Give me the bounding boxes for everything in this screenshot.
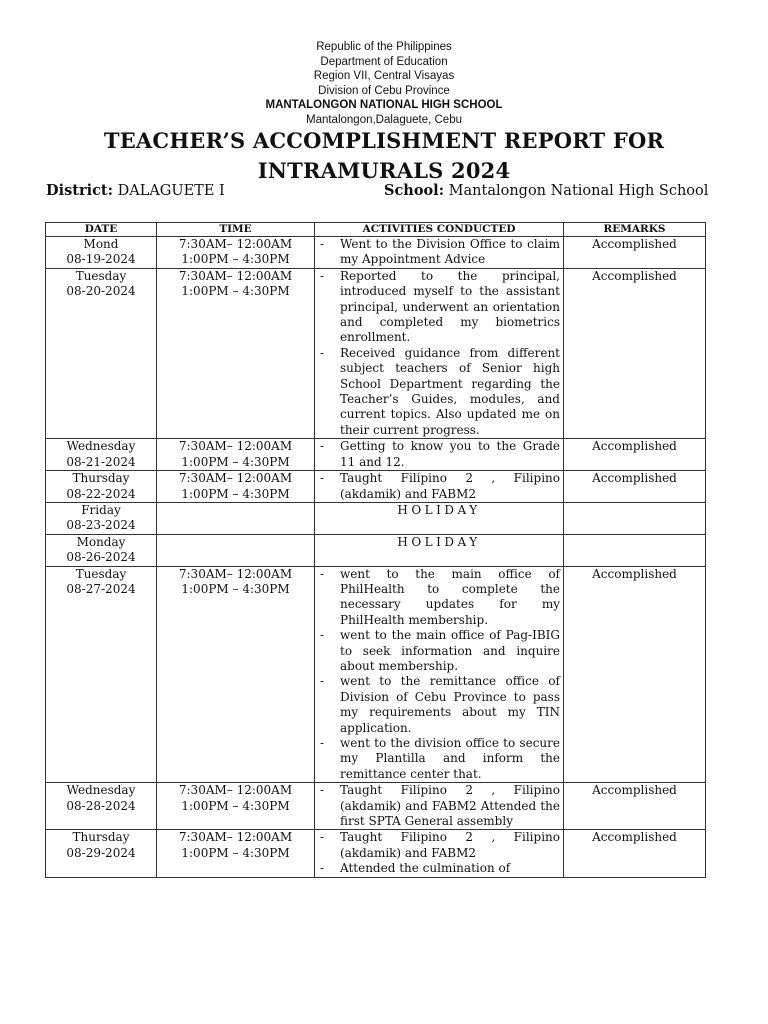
time-afternoon: 1:00PM – 4:30PM bbox=[181, 486, 290, 501]
school-value: Mantalongon National High School bbox=[448, 183, 709, 199]
letterhead-republic: Republic of the Philippines bbox=[316, 41, 452, 53]
time-afternoon: 1:00PM – 4:30PM bbox=[181, 798, 290, 813]
day-name: Friday bbox=[81, 502, 121, 517]
letterhead-school-name: MANTALONGON NATIONAL HIGH SCHOOL bbox=[265, 99, 503, 112]
activity-item: - Went to the Division Office to claim my Appointment Advice bbox=[318, 237, 560, 268]
column-header-remarks: REMARKS bbox=[564, 223, 706, 237]
date-cell bbox=[46, 439, 157, 471]
activity-list bbox=[318, 269, 560, 438]
letterhead bbox=[0, 40, 768, 128]
remarks-cell bbox=[564, 502, 706, 534]
time-afternoon: 1:00PM – 4:30PM bbox=[181, 284, 290, 299]
activity-item: - Received guidance from different subject teachers of Senior high School Department regarding the Teacher’s Guides, modules, and current topics. Also updated me on their current progress. bbox=[318, 346, 560, 438]
column-header-date: DATE bbox=[46, 223, 157, 237]
remarks-cell: Accomplished bbox=[564, 237, 706, 269]
day-name: Mond bbox=[83, 237, 119, 251]
time-morning: 7:30AM– 12:00AM bbox=[178, 439, 293, 454]
date-value: 08-20-2024 bbox=[66, 284, 136, 299]
date-cell bbox=[46, 471, 157, 503]
school-field bbox=[384, 182, 708, 199]
district-value: DALAGUETE I bbox=[117, 183, 225, 199]
column-header-activities: ACTIVITIES CONDUCTED bbox=[315, 223, 564, 237]
report-title-line2: INTRAMURALS 2024 bbox=[257, 158, 511, 183]
date-cell bbox=[46, 566, 157, 783]
remarks-cell: Accomplished bbox=[564, 830, 706, 877]
activity-item: - Getting to know you to the Grade 11 and 12. bbox=[318, 439, 560, 470]
table-row bbox=[46, 439, 706, 471]
remarks-cell: Accomplished bbox=[564, 268, 706, 438]
accomplishment-table bbox=[45, 222, 706, 878]
activity-list bbox=[318, 439, 560, 470]
activity-list bbox=[318, 830, 560, 876]
report-title-line1: TEACHER’S ACCOMPLISHMENT REPORT FOR bbox=[103, 128, 665, 153]
district-field bbox=[46, 182, 225, 199]
remarks-cell bbox=[564, 534, 706, 566]
table-row bbox=[46, 237, 706, 269]
letterhead-address: Mantalongon,Dalaguete, Cebu bbox=[305, 113, 462, 126]
table-row bbox=[46, 502, 706, 534]
holiday-cell: HOLIDAY bbox=[315, 534, 564, 566]
date-value: 08-27-2024 bbox=[66, 581, 136, 596]
date-cell bbox=[46, 268, 157, 438]
activities-cell bbox=[315, 268, 564, 438]
district-label: District: bbox=[46, 182, 113, 199]
activity-item: - Reported to the principal, introduced myself to the assistant principal, underwent an orientation and completed my biometrics enrollment. bbox=[318, 269, 560, 346]
table-row bbox=[46, 268, 706, 438]
date-value: 08-22-2024 bbox=[66, 486, 136, 501]
activities-cell bbox=[315, 237, 564, 269]
report-meta bbox=[46, 182, 708, 204]
column-header-time: TIME bbox=[157, 223, 315, 237]
activities-cell bbox=[315, 783, 564, 830]
day-name: Wednesday bbox=[66, 783, 136, 798]
activity-item: - Taught Filipino 2 , Filipino (akdamik) and FABM2 bbox=[318, 830, 560, 861]
date-value: 08-28-2024 bbox=[66, 798, 136, 813]
time-cell bbox=[157, 783, 315, 830]
time-cell bbox=[157, 534, 315, 566]
time-cell bbox=[157, 566, 315, 783]
activity-list bbox=[318, 567, 560, 783]
day-name: Thursday bbox=[72, 830, 130, 845]
date-cell bbox=[46, 534, 157, 566]
date-value: 08-23-2024 bbox=[66, 518, 136, 533]
table-row bbox=[46, 534, 706, 566]
activity-item: - Attended the culmination of bbox=[318, 861, 560, 876]
date-cell bbox=[46, 830, 157, 877]
day-name: Tuesday bbox=[75, 268, 127, 283]
activity-item: - Taught Filipino 2 , Filipino (akdamik) and FABM2 bbox=[318, 471, 560, 502]
remarks-cell: Accomplished bbox=[564, 471, 706, 503]
letterhead-region: Region VII, Central Visayas bbox=[313, 70, 455, 83]
time-cell bbox=[157, 237, 315, 269]
date-cell bbox=[46, 783, 157, 830]
time-afternoon: 1:00PM – 4:30PM bbox=[181, 252, 290, 267]
table-body bbox=[46, 237, 706, 878]
activity-list bbox=[318, 783, 560, 829]
remarks-cell: Accomplished bbox=[564, 783, 706, 830]
activity-item: - Taught Filipino 2 , Filipino (akdamik) and FABM2 Attended the first SPTA General assembly bbox=[318, 783, 560, 829]
date-value: 08-26-2024 bbox=[66, 550, 136, 565]
activities-cell bbox=[315, 439, 564, 471]
time-afternoon: 1:00PM – 4:30PM bbox=[181, 454, 290, 469]
table-row bbox=[46, 566, 706, 783]
date-cell bbox=[46, 502, 157, 534]
time-morning: 7:30AM– 12:00AM bbox=[178, 783, 293, 798]
time-cell bbox=[157, 830, 315, 877]
table-row bbox=[46, 830, 706, 877]
day-name: Thursday bbox=[72, 471, 130, 486]
date-value: 08-29-2024 bbox=[66, 845, 136, 860]
activity-item: - went to the division office to secure my Plantilla and inform the remittance center that. bbox=[318, 736, 560, 782]
letterhead-department: Department of Education bbox=[320, 55, 448, 68]
time-morning: 7:30AM– 12:00AM bbox=[178, 471, 293, 486]
holiday-cell: HOLIDAY bbox=[315, 502, 564, 534]
school-label: School: bbox=[384, 182, 445, 199]
letterhead-division: Division of Cebu Province bbox=[318, 84, 450, 97]
report-title bbox=[0, 126, 768, 186]
day-name: Monday bbox=[76, 534, 126, 549]
time-cell bbox=[157, 502, 315, 534]
day-name: Tuesday bbox=[75, 566, 127, 581]
activity-item: - went to the remittance office of Division of Cebu Province to pass my requirements about my TIN application. bbox=[318, 674, 560, 736]
time-cell bbox=[157, 471, 315, 503]
activities-cell bbox=[315, 830, 564, 877]
time-morning: 7:30AM– 12:00AM bbox=[178, 268, 293, 283]
table-row bbox=[46, 783, 706, 830]
activities-cell bbox=[315, 566, 564, 783]
table-row bbox=[46, 471, 706, 503]
remarks-cell: Accomplished bbox=[564, 566, 706, 783]
remarks-cell: Accomplished bbox=[564, 439, 706, 471]
day-name: Wednesday bbox=[66, 439, 136, 454]
time-morning: 7:30AM– 12:00AM bbox=[178, 830, 293, 845]
time-morning: 7:30AM– 12:00AM bbox=[178, 566, 293, 581]
activity-item: - went to the main office of PhilHealth to complete the necessary updates for my PhilHealth membership. bbox=[318, 567, 560, 629]
activities-cell bbox=[315, 471, 564, 503]
date-cell bbox=[46, 237, 157, 269]
activity-item: - went to the main office of Pag-IBIG to seek information and inquire about membership. bbox=[318, 628, 560, 674]
date-value: 08-21-2024 bbox=[66, 454, 136, 469]
time-afternoon: 1:00PM – 4:30PM bbox=[181, 845, 290, 860]
time-cell bbox=[157, 439, 315, 471]
table-header-row bbox=[46, 223, 706, 237]
time-morning: 7:30AM– 12:00AM bbox=[178, 237, 293, 251]
activity-list bbox=[318, 237, 560, 268]
activity-list bbox=[318, 471, 560, 502]
date-value: 08-19-2024 bbox=[66, 252, 136, 267]
time-afternoon: 1:00PM – 4:30PM bbox=[181, 581, 290, 596]
time-cell bbox=[157, 268, 315, 438]
